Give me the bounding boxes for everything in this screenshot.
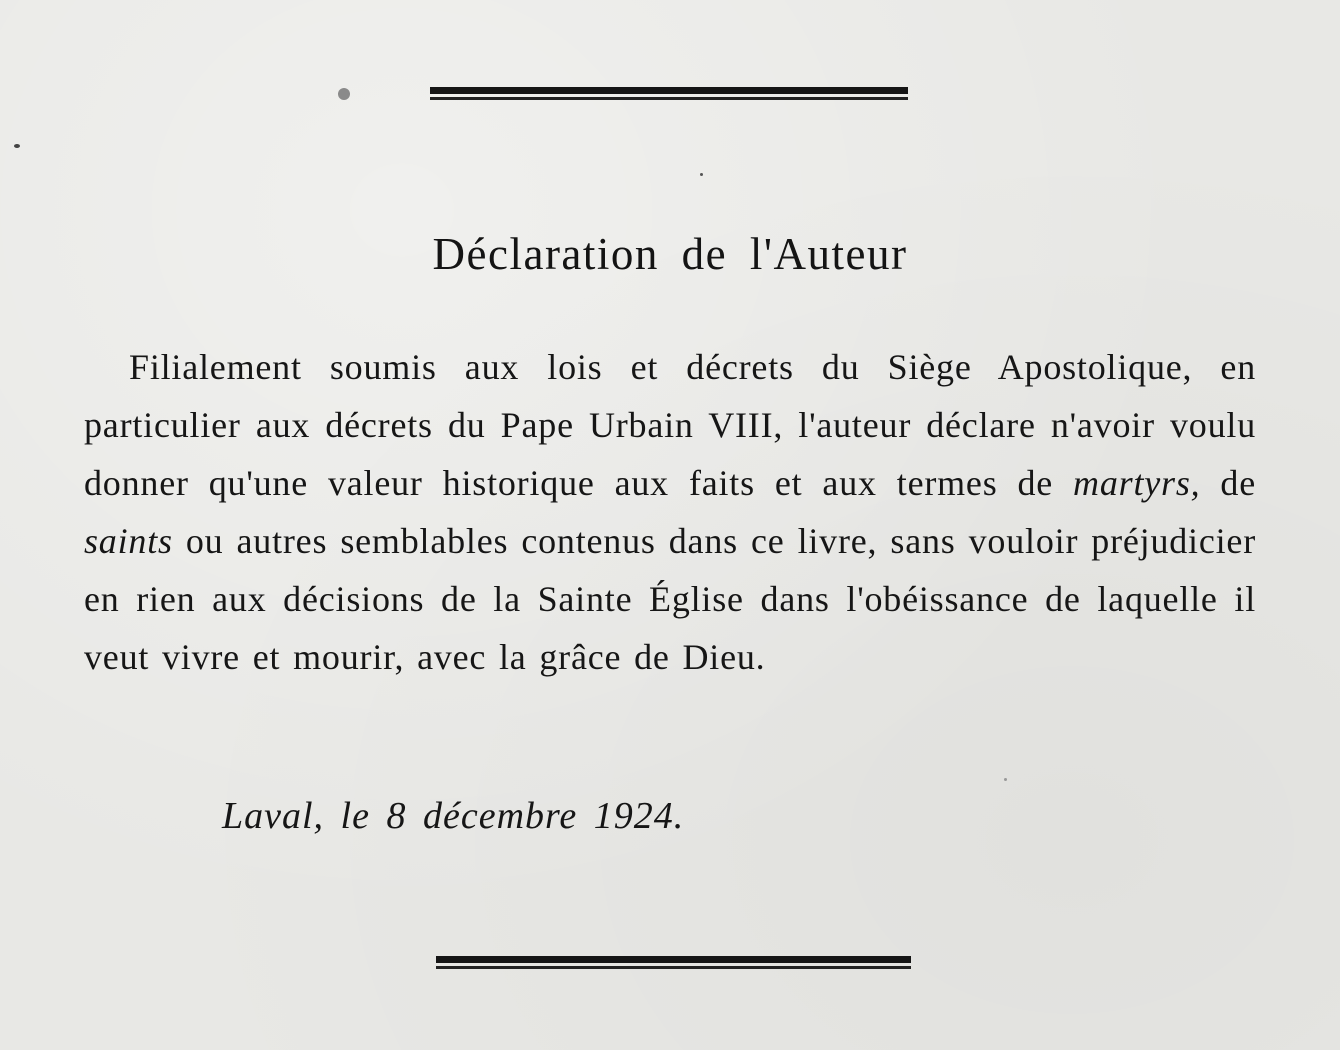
paragraph-text-part-3: ou autres semblables contenus dans ce livre, sans vouloir préjudicier en rien aux décisions de la Sainte Église dans l'obéissance de laquelle il veut vivre et mourir, avec la grâce de Dieu. xyxy=(84,521,1256,677)
paragraph-italic-martyrs: martyrs, xyxy=(1073,463,1201,503)
top-rule-thin-line xyxy=(430,97,908,100)
paragraph-italic-saints: saints xyxy=(84,521,173,561)
paragraph-text-part-1: Filialement soumis aux lois et décrets du Siège Apostolique, en particulier aux décrets du Pape Urbain VIII, l'auteur déclare n'avoir voulu donner qu'une valeur historique aux faits et aux termes de xyxy=(84,347,1256,503)
paragraph-text-part-2: de xyxy=(1200,463,1256,503)
place-and-date-signature: Laval, le 8 décembre 1924. xyxy=(222,795,685,837)
paper-speck xyxy=(1004,778,1007,781)
page-title: Déclaration de l'Auteur xyxy=(432,229,908,279)
declaration-paragraph xyxy=(84,338,1256,686)
bottom-rule-thin-line xyxy=(436,966,911,969)
top-double-rule xyxy=(430,87,908,101)
paper-speck xyxy=(14,144,20,148)
paper-speck xyxy=(338,88,350,100)
paper-speck xyxy=(700,173,703,176)
bottom-rule-thick-line xyxy=(436,956,911,963)
bottom-double-rule xyxy=(436,956,911,970)
top-rule-thick-line xyxy=(430,87,908,94)
